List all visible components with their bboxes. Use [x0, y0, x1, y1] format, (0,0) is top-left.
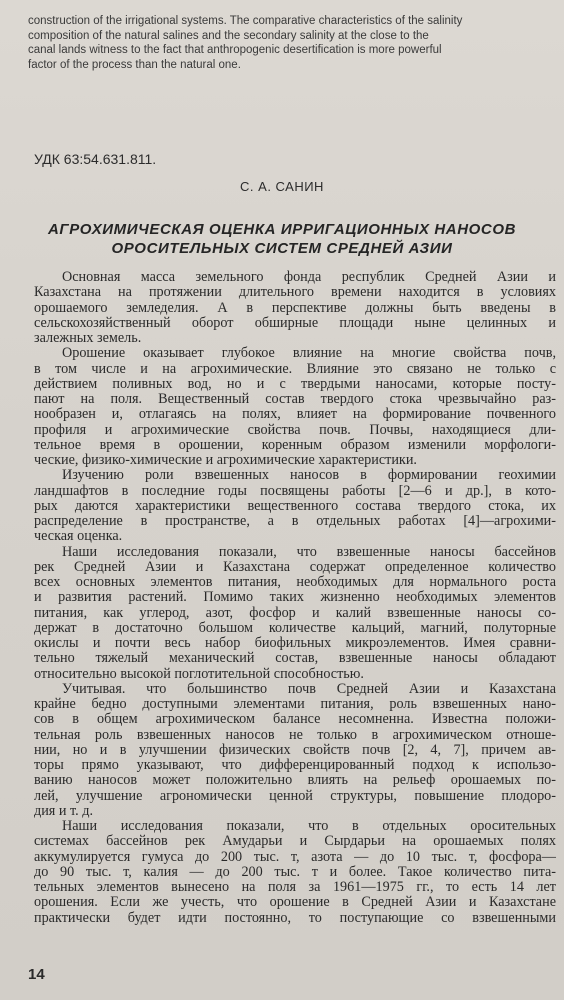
text-line: Наши исследования показали, что в отдельных оросительных [62, 818, 556, 834]
author-name: С. А. САНИН [240, 179, 324, 194]
text-line: распределение в пространстве, а в отдельных работах [4]—агрохими- [34, 513, 556, 529]
text-line: ческая оценка. [34, 528, 123, 545]
text-line: нии, но и в улучшении физических свойств почв [2, 4, 7], причем ав- [34, 741, 556, 758]
text-line: действием поливных вод, но и с твердыми наносами, которые посту- [34, 375, 556, 392]
article-title [0, 220, 564, 258]
english-abstract-tail [28, 14, 556, 72]
page-number: 14 [28, 966, 45, 983]
text-line: Изучению роли взвешенных наносов в формировании геохимии [62, 467, 556, 484]
text-line: рых даются характеристики вещественного состава твердого стока, их [34, 497, 556, 514]
text-line: в том числе и на агрохимические. Влияние это связано не только с [34, 360, 556, 377]
text-line: окислы и почти весь набор биофильных микроэлементов. Имея сравни- [34, 635, 556, 651]
text-line: ческие, физико-химические и агрохимические характеристики. [34, 452, 417, 468]
text-line: Учитывая. что большинство почв Средней Азии и Казахстана [62, 680, 556, 697]
abstract-line: composition of the natural salines and the secondary salinity at the close to the [28, 29, 429, 42]
text-line: рек Средней Азии и Казахстана содержат определенное количество [34, 558, 556, 575]
text-line: относительно высокой поглотительной способностью. [34, 665, 364, 682]
text-line: Основная масса земельного фонда республик Средней Азии и [62, 269, 556, 285]
text-line: ванию наносов может положительно влиять на рельеф орошаемых по- [34, 772, 556, 789]
text-line: пают на поля. Вещественный состав твердого стока чрезвычайно раз- [34, 391, 556, 407]
text-line: Наши исследования показали, что взвешенные наносы бассейнов [62, 543, 556, 560]
text-line: питания, как углерод, азот, фосфор и калий взвешенные наносы со- [34, 604, 556, 621]
text-line: тельная роль взвешенных наносов не только в агрохимическом отноше- [34, 726, 556, 743]
paragraph [34, 819, 556, 926]
text-line: аккумулируется гумуса до 200 тыс. т, азота — до 10 тыс. т, фосфора— [34, 848, 556, 865]
abstract-line: canal lands witness to the fact that anthropogenic desertification is more powerful [28, 44, 442, 56]
paragraph [34, 270, 556, 346]
text-line: до 90 тыс. т, калия — до 200 тыс. т и более. Такое количество пита- [34, 863, 556, 880]
abstract-line: construction of the irrigational systems. The comparative characteristics of the salinity [28, 15, 463, 27]
text-line: дия и т. д. [34, 802, 94, 819]
text-line: профиля и агрохимические свойства почв. Почвы, находящиеся дли- [34, 421, 556, 438]
text-line: тельное время в орошении, коренным образом изменили морфологи- [34, 436, 556, 453]
paragraph [34, 346, 556, 468]
text-line: тельно тяжелый механический состав, взвешенные наносы обладают [34, 650, 556, 667]
text-line: и развития растений. Помимо таких жизненно необходимых элементов [34, 589, 556, 606]
text-line: лей, улучшение агрономически ценной структуры, повышение плодоро- [34, 787, 556, 804]
title-line: АГРОХИМИЧЕСКАЯ ОЦЕНКА ИРРИГАЦИОННЫХ НАНОСОВ [47, 221, 517, 238]
paragraph [34, 682, 556, 819]
text-line: держат в достаточно большом количестве кальций, магний, полуторные [34, 619, 556, 636]
text-line: Казахстана на протяжении длительного времени находится в условиях [34, 284, 556, 301]
title-line: ОРОСИТЕЛЬНЫХ СИСТЕМ СРЕДНЕЙ АЗИИ [111, 240, 453, 257]
abstract-line: factor of the process than the natural one. [28, 58, 241, 71]
text-line: орошаемого земледелия. А в перспективе должны быть введены в [34, 299, 556, 316]
text-line: нообразен и, отлагаясь на полях, влияет на формирование почвенного [34, 406, 556, 423]
text-line: всех основных элементов питания, необходимых для нормального роста [34, 574, 556, 590]
text-line: сов в общем агрохимическом балансе несомненна. Известна положи- [34, 711, 556, 728]
udc-code: УДК 63:54.631.811. [34, 151, 157, 167]
text-line: Орошение оказывает глубокое влияние на многие свойства почв, [62, 345, 556, 362]
text-line: сельскохозяйственный оборот обширные площади ныне целинных и [34, 314, 556, 331]
paragraph [34, 468, 556, 544]
text-line: ландшафтов в последние годы посвящены работы [2—6 и др.], в кото- [34, 482, 556, 499]
text-line: тельных элементов вынесено на поля за 1961—1975 гг., то есть 14 лет [34, 879, 556, 895]
text-line: залежных земель. [34, 330, 142, 346]
text-line: практически будет идти постоянно, то поступающие со взвешенными [34, 909, 556, 926]
paragraph [34, 545, 556, 682]
text-line: торы прямо указывают, что дифференцированный подход к использо- [34, 757, 556, 773]
text-line: системах бассейнов рек Амударьи и Сырдарьи на орошаемых полях [34, 833, 556, 850]
article-body [34, 270, 556, 926]
text-line: орошения. Если же учесть, что орошение в Средней Азии и Казахстане [34, 894, 556, 911]
text-line: крайне бедно доступными элементами питания, роль взвешенных нано- [34, 696, 556, 712]
